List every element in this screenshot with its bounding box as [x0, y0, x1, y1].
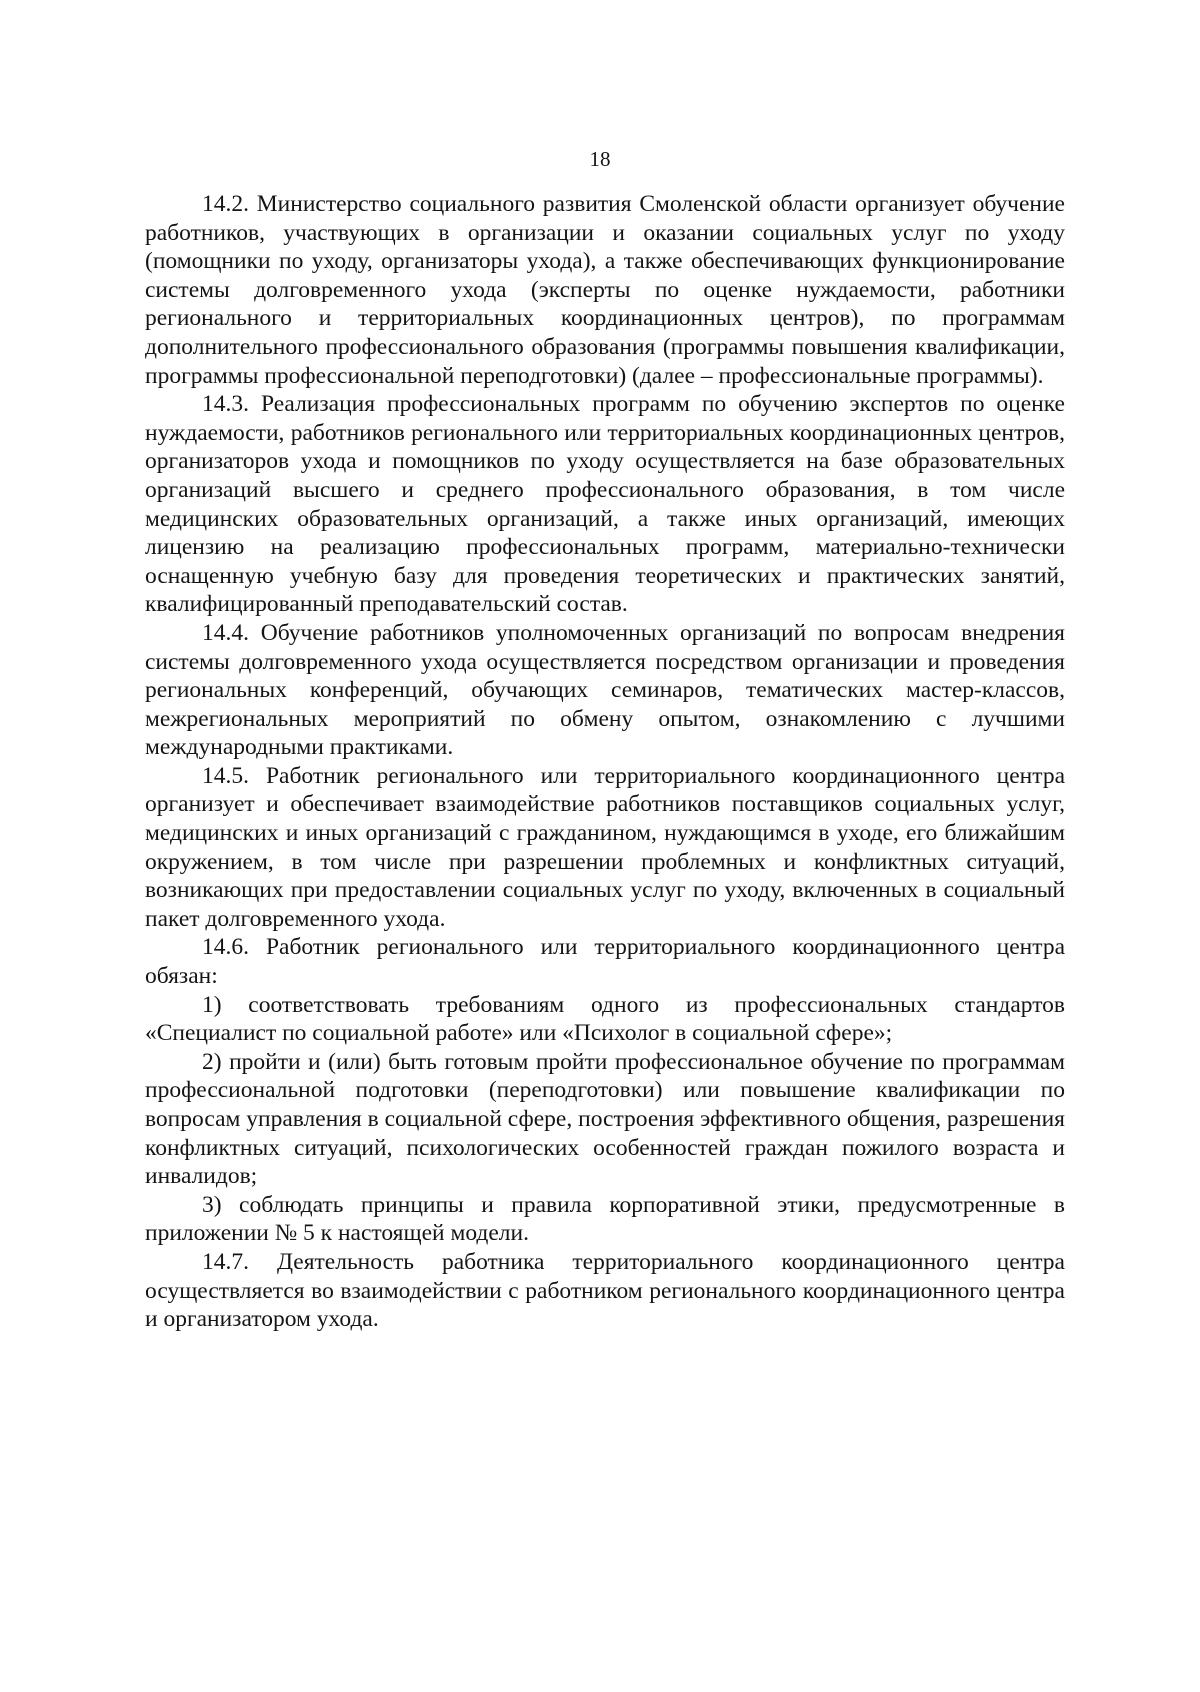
paragraph-14-5: 14.5. Работник регионального или территориального координационного центра организует и обеспечивает взаимодействие работников поставщиков социальных услуг, медицинских и иных организаций с гражданином, нуждающимся в уходе, его ближайшим окружением, в том числе при разрешении проблемных и конфликтных ситуаций, возникающих при предоставлении социальных услуг по уходу, включенных в социальный пакет долговременного ухода. — [145, 762, 1065, 932]
paragraph-14-6: 14.6. Работник регионального или территориального координационного центра обязан: — [145, 934, 1065, 990]
paragraph-14-2: 14.2. Министерство социального развития Смоленской области организует обучение работников, участвующих в организации и оказании социальных услуг по уходу (помощники по уходу, организаторы ухода), а также обеспечивающих функционирование системы долговременного ухода (эксперты по оценке нуждаемости, работники регионального и территориальных координационных центров), по программам дополнительного профессионального образования (программы повышения квалификации, программы профессиональной переподготовки) (далее – профессиональные программы). — [145, 191, 1065, 389]
paragraph-14-4: 14.4. Обучение работников уполномоченных организаций по вопросам внедрения системы долговременного ухода осуществляется посредством организации и проведения региональных конференций, обучающих семинаров, тематических мастер-классов, межрегиональных мероприятий по обмену опытом, ознакомлению с лучшими международными практиками. — [145, 619, 1065, 761]
list-item-3: 3) соблюдать принципы и правила корпоративной этики, предусмотренные в приложении № 5 к настоящей модели. — [145, 1191, 1065, 1247]
paragraph-14-7: 14.7. Деятельность работника территориального координационного центра осуществляется во взаимодействии с работником регионального координационного центра и организатором ухода. — [145, 1248, 1065, 1333]
list-item-1: 1) соответствовать требованиям одного из профессиональных стандартов «Специалист по социальной работе» или «Психолог в социальной сфере»; — [145, 991, 1065, 1047]
list-item-2: 2) пройти и (или) быть готовым пройти профессиональное обучение по программам профессиональной подготовки (переподготовки) или повышение квалификации по вопросам управления в социальной сфере, построения эффективного общения, разрешения конфликтных ситуаций, психологических особенностей граждан пожилого возраста и инвалидов; — [145, 1048, 1065, 1190]
page-number: 18 — [589, 147, 611, 171]
paragraph-14-3: 14.3. Реализация профессиональных программ по обучению экспертов по оценке нуждаемости, работников регионального или территориальных координационных центров, организаторов ухода и помощников по уходу осуществляется на базе образовательных организаций высшего и среднего профессионального образования, в том числе медицинских образовательных организаций, а также иных организаций, имеющих лицензию на реализацию профессиональных программ, материально-технически оснащенную учебную базу для проведения теоретических и практических занятий, квалифицированный преподавательский состав. — [145, 391, 1065, 618]
document-body — [145, 190, 1065, 1334]
